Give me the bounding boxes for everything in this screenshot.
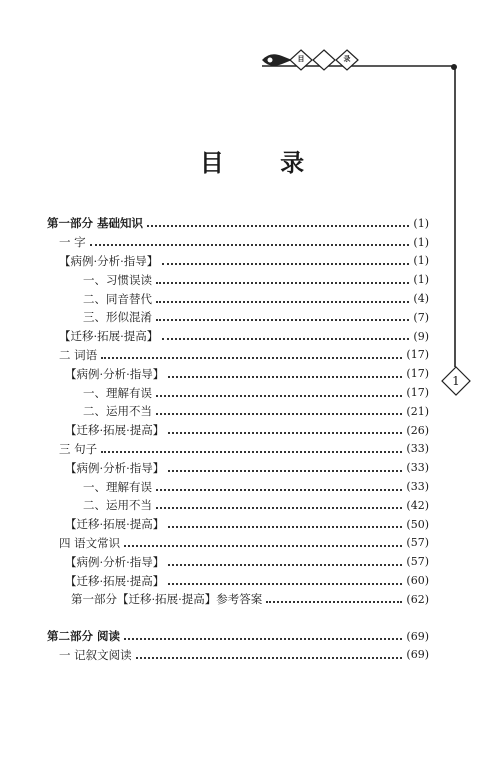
table-of-contents — [47, 214, 429, 664]
toc-entry-label: 【病例·分析·指导】 — [65, 366, 165, 381]
toc-leader-dots — [162, 263, 409, 265]
toc-entry-page: (33) — [406, 442, 429, 456]
toc-entry-label: 【病例·分析·指导】 — [59, 253, 159, 268]
toc-entry-label: 一、理解有误 — [83, 385, 152, 400]
toc-entry[interactable] — [47, 571, 429, 590]
toc-entry[interactable] — [47, 515, 429, 534]
toc-entry-page: (1) — [413, 216, 429, 230]
toc-leader-dots — [90, 244, 410, 246]
toc-entry-page: (9) — [413, 329, 429, 343]
toc-leader-dots — [156, 301, 409, 303]
toc-entry-page: (1) — [413, 235, 429, 249]
page-number: 1 — [452, 374, 460, 388]
toc-entry[interactable] — [47, 552, 429, 571]
toc-entry-label: 一、理解有误 — [83, 479, 152, 494]
toc-entry-page: (50) — [406, 517, 429, 531]
toc-entry-label: 第一部分【迁移·拓展·提高】参考答案 — [71, 592, 263, 607]
page-title: 目 录 — [199, 148, 329, 177]
toc-entry-label: 第一部分 基础知识 — [47, 216, 144, 231]
toc-entry[interactable] — [47, 346, 429, 365]
toc-entry[interactable] — [47, 477, 429, 496]
toc-entry-label: 一 字 — [59, 235, 86, 250]
toc-entry[interactable] — [47, 233, 429, 252]
toc-entry[interactable] — [47, 364, 429, 383]
toc-entry-page: (33) — [406, 480, 429, 494]
toc-entry-label: 三 句子 — [59, 441, 98, 456]
toc-entry-page: (4) — [413, 292, 429, 306]
toc-entry-page: (17) — [406, 367, 429, 381]
toc-entry-label: 【病例·分析·指导】 — [65, 554, 165, 569]
corner-dot — [451, 64, 457, 70]
toc-entry-page: (21) — [406, 404, 429, 418]
toc-entry[interactable] — [47, 496, 429, 515]
toc-entry-page: (1) — [413, 273, 429, 287]
toc-entry[interactable] — [47, 646, 429, 665]
toc-entry-page: (33) — [406, 461, 429, 475]
toc-entry-label: 【迁移·拓展·提高】 — [59, 329, 159, 344]
toc-leader-dots — [156, 413, 402, 415]
toc-leader-dots — [168, 583, 402, 585]
toc-entry-page: (42) — [406, 498, 429, 512]
toc-entry-label: 二 词语 — [59, 347, 98, 362]
toc-leader-dots — [168, 564, 402, 566]
toc-entry-label: 二、运用不当 — [83, 498, 152, 513]
toc-entry-page: (7) — [413, 310, 429, 324]
toc-entry-label: 【迁移·拓展·提高】 — [65, 423, 165, 438]
toc-leader-dots — [156, 319, 409, 321]
toc-entry-label: 第二部分 阅读 — [47, 629, 121, 644]
toc-entry-label: 一 记叙文阅读 — [59, 647, 132, 662]
toc-leader-dots — [162, 338, 409, 340]
toc-leader-dots — [168, 526, 402, 528]
toc-entry-page: (17) — [406, 348, 429, 362]
toc-entry-page: (69) — [406, 648, 429, 662]
toc-entry[interactable] — [47, 440, 429, 459]
toc-entry-label: 【迁移·拓展·提高】 — [65, 573, 165, 588]
toc-leader-dots — [168, 376, 402, 378]
badge-char-2: 录 — [343, 54, 351, 63]
toc-leader-dots — [147, 225, 409, 227]
toc-leader-dots — [168, 432, 402, 434]
toc-entry-page: (62) — [406, 592, 429, 606]
toc-leader-dots — [124, 638, 402, 640]
toc-entry[interactable] — [47, 214, 429, 233]
toc-entry-page: (57) — [406, 536, 429, 550]
toc-leader-dots — [156, 395, 402, 397]
toc-entry[interactable] — [47, 458, 429, 477]
toc-entry-label: 【病例·分析·指导】 — [65, 460, 165, 475]
toc-entry-page: (17) — [406, 386, 429, 400]
toc-leader-dots — [124, 545, 402, 547]
toc-entry-page: (60) — [406, 574, 429, 588]
toc-entry-label: 一、习惯误读 — [83, 272, 152, 287]
toc-leader-dots — [168, 470, 402, 472]
toc-entry[interactable] — [47, 270, 429, 289]
badge-char-1: 目 — [297, 54, 305, 63]
toc-entry[interactable] — [47, 252, 429, 271]
badge-diamond-2 — [313, 50, 335, 70]
toc-gap — [47, 609, 429, 627]
toc-entry[interactable] — [47, 421, 429, 440]
toc-entry[interactable] — [47, 383, 429, 402]
toc-entry-page: (69) — [406, 629, 429, 643]
toc-entry-label: 二、运用不当 — [83, 404, 152, 419]
toc-leader-dots — [156, 282, 409, 284]
toc-leader-dots — [101, 451, 402, 453]
toc-entry-label: 三、形似混淆 — [83, 310, 152, 325]
toc-leader-dots — [266, 601, 402, 603]
toc-entry[interactable] — [47, 590, 429, 609]
badge-key-icon — [262, 54, 292, 66]
toc-entry[interactable] — [47, 327, 429, 346]
toc-entry[interactable] — [47, 627, 429, 646]
toc-entry-page: (1) — [413, 254, 429, 268]
toc-entry-label: 二、同音替代 — [83, 291, 152, 306]
toc-entry[interactable] — [47, 402, 429, 421]
toc-entry-page: (26) — [406, 423, 429, 437]
toc-entry-page: (57) — [406, 555, 429, 569]
toc-entry-label: 四 语文常识 — [59, 535, 121, 550]
toc-entry[interactable] — [47, 534, 429, 553]
toc-entry-label: 【迁移·拓展·提高】 — [65, 517, 165, 532]
toc-leader-dots — [156, 507, 402, 509]
toc-entry[interactable] — [47, 308, 429, 327]
toc-entry[interactable] — [47, 289, 429, 308]
toc-leader-dots — [101, 357, 402, 359]
toc-leader-dots — [156, 489, 402, 491]
toc-leader-dots — [136, 657, 403, 659]
